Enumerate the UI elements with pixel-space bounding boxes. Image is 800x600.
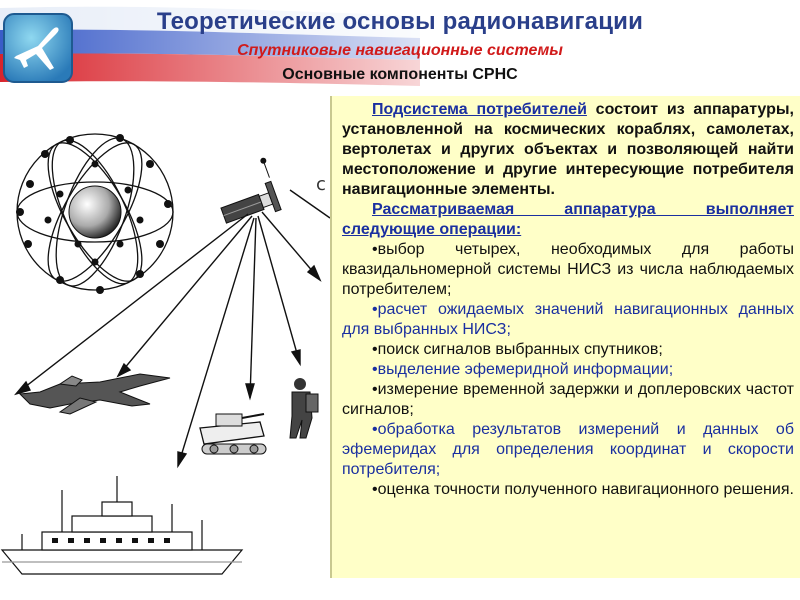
fighter-jet-icon [20,374,170,414]
operations-heading: Рассматриваемая аппаратура выполняет следующие операции: [342,201,794,238]
satellite-icon [210,157,284,229]
operation-item: •выбор четырех, необходимых для работы квазидальномерной системы НИСЗ из числа наблюдаемых потребителем; [342,241,794,298]
operation-item: •поиск сигналов выбранных спутников; [372,341,663,358]
operation-item: •выделение эфемеридной информации; [372,361,674,378]
intro-highlight: Подсистема потребителей [372,101,587,118]
ship-icon [2,476,242,574]
section-title: Основные компоненты СРНС [282,66,518,83]
operation-item: •расчет ожидаемых значений навигационных данных для выбранных НИСЗ; [342,301,794,338]
armored-vehicle-icon [200,414,266,454]
earth-icon [69,186,121,238]
header [0,0,800,94]
intro-paragraph [342,100,794,200]
svg-text:c: c [316,174,326,195]
description-panel [330,96,800,578]
soldier-icon [290,378,318,438]
operation-item: •обработка результатов измерений и данных об эфемеридах для определения координат и скорости потребителя; [342,421,794,478]
intro-rest: состоит из аппаратуры, установленной на космических кораблях, самолетах, вертолетах и других объектах и позволяющей найти местоположение и другие интересующие потребителя навигационные элементы. [342,101,795,198]
page-subtitle: Спутниковые навигационные системы [237,42,563,59]
operations-list [342,240,794,500]
operation-item: •оценка точности полученного навигационного решения. [372,481,794,498]
page-title: Теоретические основы радионавигации [156,8,644,35]
operation-item: •измерение временной задержки и доплеровских частот сигналов; [342,381,794,418]
navigation-illustration [0,94,336,600]
